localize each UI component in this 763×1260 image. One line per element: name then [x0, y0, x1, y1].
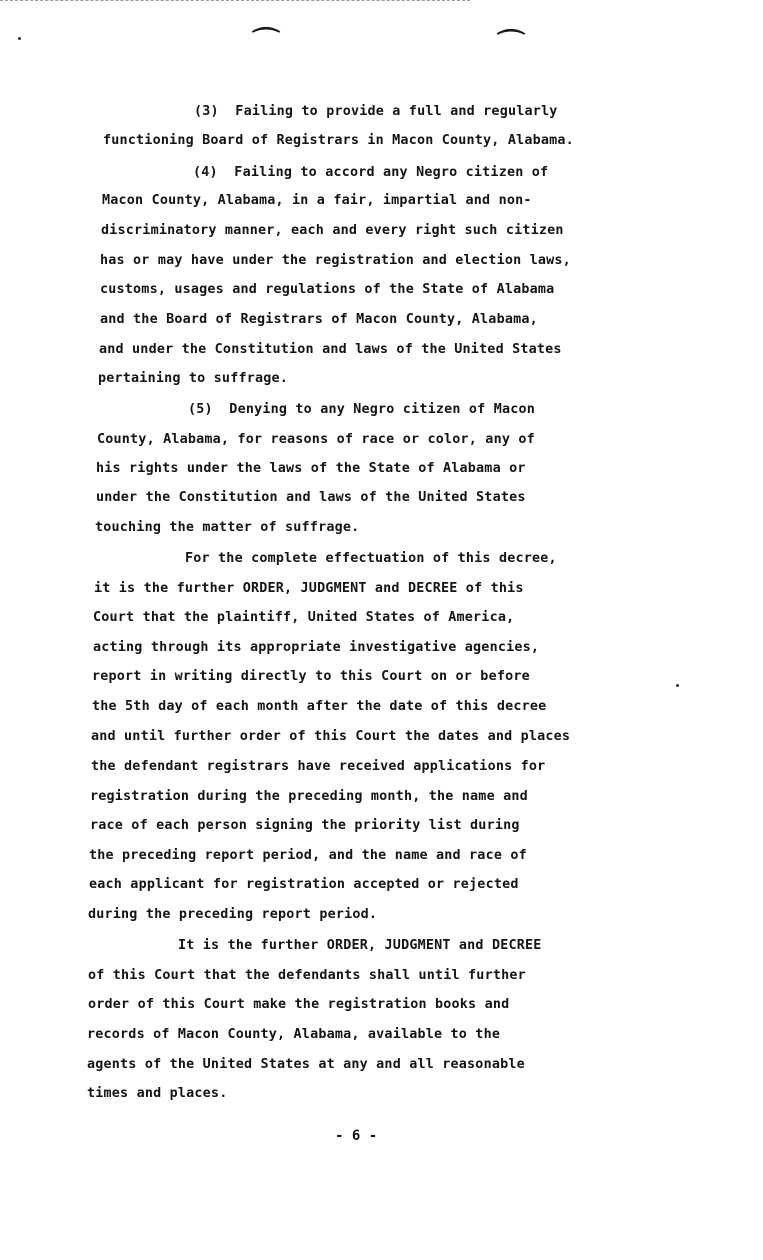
- text-line: Macon County, Alabama, in a fair, impartial and non-: [102, 193, 532, 208]
- text-line: Court that the plaintiff, United States of America,: [93, 610, 515, 625]
- scan-speck: [676, 684, 679, 687]
- text-line: and the Board of Registrars of Macon County, Alabama,: [100, 312, 538, 327]
- text-line: times and places.: [87, 1086, 228, 1101]
- text-line: acting through its appropriate investigative agencies,: [93, 640, 540, 655]
- text-line: order of this Court make the registration books and: [88, 997, 510, 1012]
- text-line: pertaining to suffrage.: [98, 371, 289, 386]
- text-line: the 5th day of each month after the date of this decree: [92, 699, 547, 714]
- text-line: under the Constitution and laws of the United States: [96, 490, 526, 505]
- text-line: report in writing directly to this Court on or before: [92, 669, 530, 684]
- page-number: - 6 -: [335, 1128, 378, 1144]
- text-line: each applicant for registration accepted or rejected: [89, 877, 519, 892]
- scan-speck: [18, 37, 21, 40]
- text-line: it is the further ORDER, JUDGMENT and DECREE of this: [94, 581, 524, 596]
- text-line: discriminatory manner, each and every right such citizen: [101, 223, 564, 238]
- text-line: and under the Constitution and laws of the United States: [99, 342, 562, 357]
- text-line: his rights under the laws of the State of Alabama or: [96, 461, 526, 476]
- text-line: functioning Board of Registrars in Macon County, Alabama.: [103, 133, 574, 148]
- text-line: and until further order of this Court the dates and places: [91, 729, 571, 744]
- text-line: It is the further ORDER, JUDGMENT and DECREE: [178, 938, 542, 953]
- text-line: the preceding report period, and the name and race of: [89, 848, 527, 863]
- text-line: race of each person signing the priority list during: [90, 818, 520, 833]
- text-line: registration during the preceding month, the name and: [90, 789, 528, 804]
- text-line: touching the matter of suffrage.: [95, 520, 360, 535]
- text-line: (5) Denying to any Negro citizen of Macon: [188, 402, 535, 417]
- text-line: during the preceding report period.: [88, 907, 378, 922]
- text-line: of this Court that the defendants shall until further: [88, 968, 526, 983]
- text-line: the defendant registrars have received applications for: [91, 759, 546, 774]
- text-line: County, Alabama, for reasons of race or color, any of: [97, 432, 535, 447]
- text-line: (4) Failing to accord any Negro citizen of: [193, 165, 549, 180]
- text-line: (3) Failing to provide a full and regularly: [194, 104, 558, 119]
- scan-top-edge: [0, 0, 470, 1]
- text-line: For the complete effectuation of this decree,: [185, 551, 557, 566]
- punch-mark-left-icon: ⌒: [252, 25, 281, 58]
- text-line: has or may have under the registration and election laws,: [100, 253, 571, 268]
- punch-mark-right-icon: ⌒: [497, 27, 526, 60]
- text-line: records of Macon County, Alabama, available to the: [87, 1027, 501, 1042]
- text-line: agents of the United States at any and all reasonable: [87, 1057, 525, 1072]
- text-line: customs, usages and regulations of the State of Alabama: [100, 282, 555, 297]
